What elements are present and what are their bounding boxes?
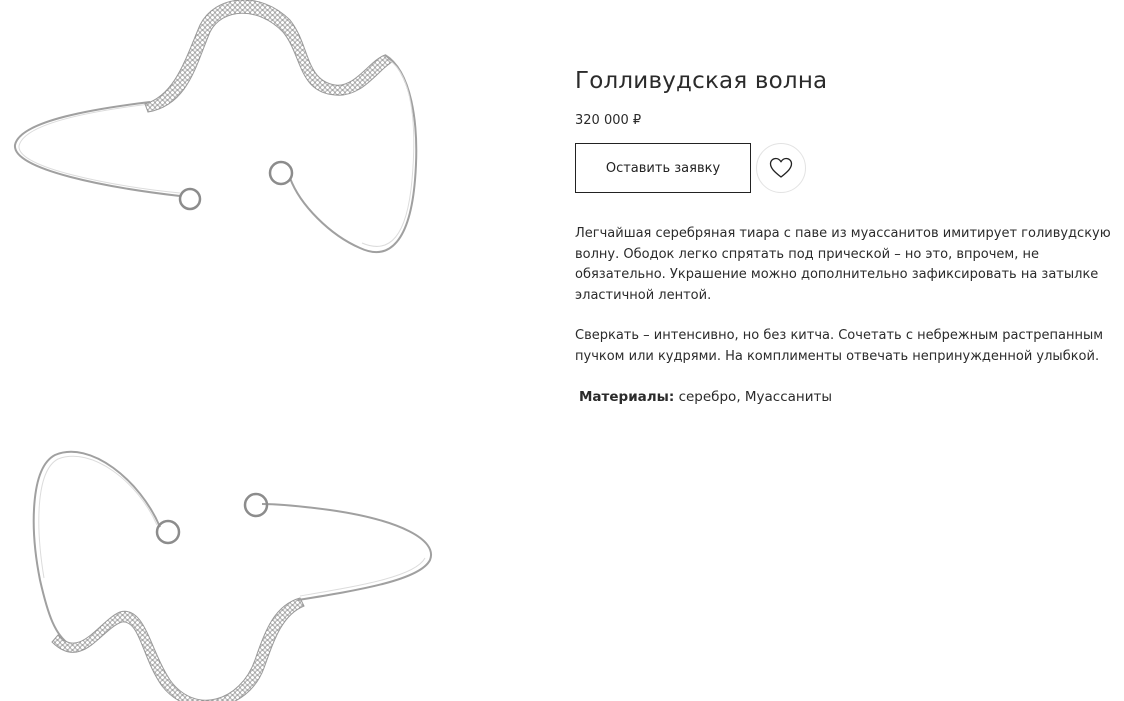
product-photo-1[interactable] — [0, 0, 470, 270]
description-paragraph-1 — [575, 224, 1124, 306]
description-line: обязательно. Украшение можно дополнительно зафиксировать на затылке — [575, 267, 1099, 282]
description-line: эластичной лентой. — [575, 287, 712, 303]
heart-icon — [769, 157, 793, 179]
product-price: 320 000 ₽ — [575, 113, 642, 128]
product-gallery — [0, 0, 470, 701]
tiara-image — [0, 0, 470, 270]
description-line: волну. Ободок легко спрятать под прической – но это, впрочем, не — [575, 246, 1039, 262]
product-title: Голливудская волна — [575, 68, 828, 94]
product-description — [575, 224, 1124, 367]
product-materials — [579, 387, 1124, 407]
favorite-button[interactable] — [756, 143, 806, 193]
materials-label: Материалы: — [579, 389, 675, 405]
product-actions — [575, 143, 1124, 193]
description-line: Легчайшая серебряная тиара с паве из муассанитов имитирует голивудскую — [575, 226, 1111, 241]
product-info — [575, 66, 1124, 407]
description-line: пучком или кудрями. На комплименты отвечать непринужденной улыбкой. — [575, 348, 1100, 364]
materials-value: серебро, Муассаниты — [678, 389, 833, 405]
description-line: Сверкать – интенсивно, но без китча. Сочетать с небрежным растрепанным — [575, 328, 1104, 343]
description-paragraph-2 — [575, 326, 1124, 367]
tiara-image — [0, 440, 470, 701]
product-photo-2[interactable] — [0, 440, 470, 701]
request-button[interactable]: Оставить заявку — [575, 143, 751, 193]
